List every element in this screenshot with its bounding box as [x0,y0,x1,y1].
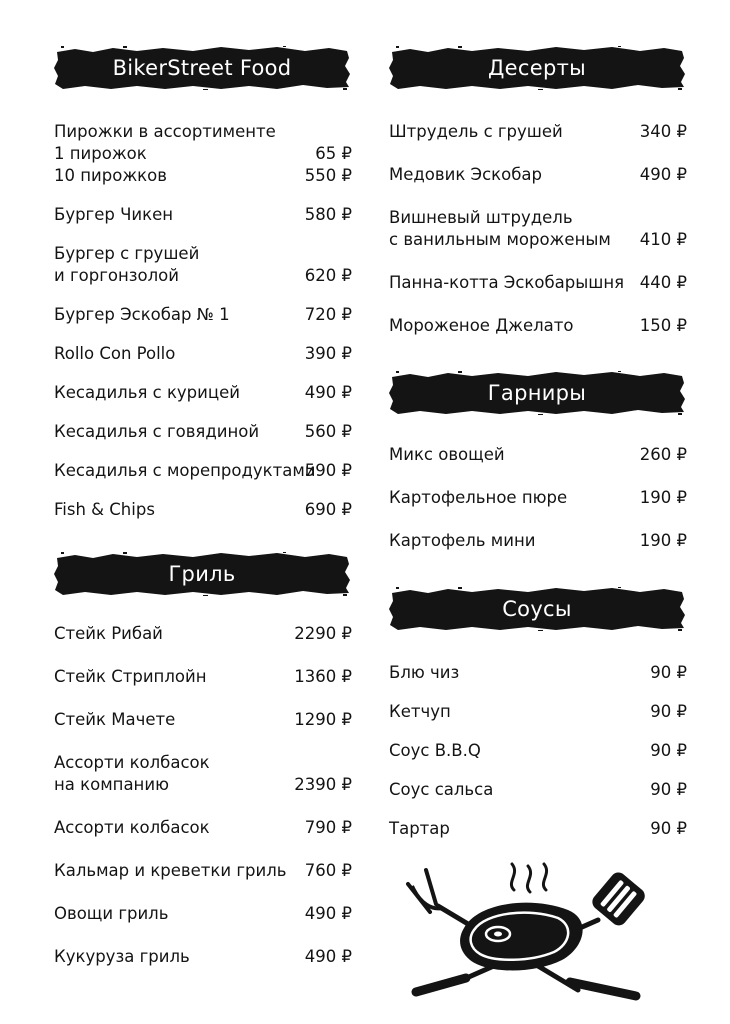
item-price: 720 ₽ [304,305,352,324]
item-name-line: Кетчуп [389,702,451,721]
section-title-sauces: Соусы [502,597,572,621]
menu-item [389,164,687,186]
item-name-line: Кесадилья с говядиной [54,422,260,441]
item-name-line: Медовик Эскобар [389,165,542,184]
item-price: 90 ₽ [650,780,687,799]
menu-item [389,818,687,840]
item-price: 90 ₽ [650,702,687,721]
item-price: 390 ₽ [304,344,352,363]
menu-item [54,204,352,226]
menu-item [389,121,687,143]
menu-item [389,272,687,294]
item-name-line: Бургер Чикен [54,205,174,224]
section-title-desserts: Десерты [487,56,587,80]
menu-item [54,752,352,796]
menu-item [389,662,687,684]
menu-item [389,444,687,466]
item-name-line: Овощи гриль [54,904,169,923]
menu-item [389,487,687,509]
item-price: 620 ₽ [304,266,352,285]
item-price: 410 ₽ [639,230,687,249]
item-name [389,701,687,723]
item-name-line: Кесадилья с морепродуктами [54,461,316,480]
item-price: 490 ₽ [639,165,687,184]
item-name-line: Соус B.B.Q [389,741,481,760]
menu-item [389,530,687,552]
menu-item [54,817,352,839]
section-title-main: BikerStreet Food [112,56,292,80]
item-price: 90 ₽ [650,741,687,760]
item-name-line: Штрудель с грушей [389,122,563,141]
item-name-line: Тартар [389,819,450,838]
menu-item [54,860,352,882]
item-name: Пирожки в ассортименте [54,122,276,141]
item-name-line: Мороженое Джелато [389,316,574,335]
item-name-line: Fish & Chips [54,500,155,519]
item-name-line: Картофель мини [389,531,536,550]
item-name-line: Кукуруза гриль [54,947,190,966]
item-price: 440 ₽ [639,273,687,292]
item-price: 560 ₽ [304,422,352,441]
item-price: 590 ₽ [304,461,352,480]
item-price: 90 ₽ [650,663,687,682]
section-title-grill: Гриль [168,562,236,586]
menu-item [54,666,352,688]
menu-item [54,421,352,443]
menu-item [54,382,352,404]
item-name-line: Бургер Эскобар № 1 [54,305,230,324]
section-header-sauces [388,587,686,631]
item-name-line: с ванильным мороженым [389,230,611,249]
item-name-line: и горгонзолой [54,266,179,285]
menu-item [389,779,687,801]
item-name [389,818,687,840]
item-name-line: Стейк Рибай [54,624,163,643]
grill-steak-fork-spatula-icon [402,862,662,1002]
item-price: 580 ₽ [304,205,352,224]
item-name-line: Панна-котта Эскобарышня [389,273,625,292]
menu-item-pies [54,121,352,187]
item-name [389,779,687,801]
section-title-sides: Гарниры [487,381,587,405]
item-name-line: на компанию [54,775,169,794]
item-name-line: Микс овощей [389,445,505,464]
menu-item [389,740,687,762]
section-header-desserts [388,46,686,90]
item-price: 190 ₽ [639,531,687,550]
menu-item [389,701,687,723]
item-price: 490 ₽ [304,947,352,966]
item-name [389,662,687,684]
item-price: 550 ₽ [304,166,352,185]
menu-item [54,243,352,287]
pies-option-label: 1 пирожок [54,144,147,163]
section-header-sides [388,371,686,415]
item-price: 65 ₽ [315,144,352,163]
item-name-line: Вишневый штрудель [389,208,573,227]
item-price: 790 ₽ [304,818,352,837]
item-name-line: Ассорти колбасок [54,818,210,837]
item-price: 490 ₽ [304,383,352,402]
item-name-line: Бургер с грушей [54,244,200,263]
item-name-line: Картофельное пюре [389,488,568,507]
menu-item [389,315,687,337]
menu-item [54,903,352,925]
menu-item [54,623,352,645]
item-name-line: Стейк Стриплойн [54,667,207,686]
item-name-line: Rollo Con Pollo [54,344,176,363]
item-name-line: Кесадилья с курицей [54,383,240,402]
item-name-line: Соус сальса [389,780,494,799]
item-price: 190 ₽ [639,488,687,507]
item-price: 1360 ₽ [294,667,352,686]
pies-option-label: 10 пирожков [54,166,167,185]
menu-item [54,304,352,326]
item-price: 690 ₽ [304,500,352,519]
menu-item [54,499,352,521]
menu-item [54,946,352,968]
menu-item [54,709,352,731]
item-name-line: Стейк Мачете [54,710,176,729]
item-price: 2290 ₽ [294,624,352,643]
menu-item [54,343,352,365]
item-name-line: Ассорти колбасок [54,753,210,772]
menu-item [389,207,687,251]
item-name-line: Блю чиз [389,663,460,682]
item-price: 340 ₽ [639,122,687,141]
item-price: 2390 ₽ [294,775,352,794]
item-price: 150 ₽ [639,316,687,335]
menu-item [54,460,352,482]
item-price: 760 ₽ [304,861,352,880]
item-price: 260 ₽ [639,445,687,464]
item-price: 490 ₽ [304,904,352,923]
section-header-main [53,46,351,90]
item-name-line: Кальмар и креветки гриль [54,861,287,880]
item-price: 90 ₽ [650,819,687,838]
item-name [389,740,687,762]
section-header-grill [53,552,351,596]
item-price: 1290 ₽ [294,710,352,729]
